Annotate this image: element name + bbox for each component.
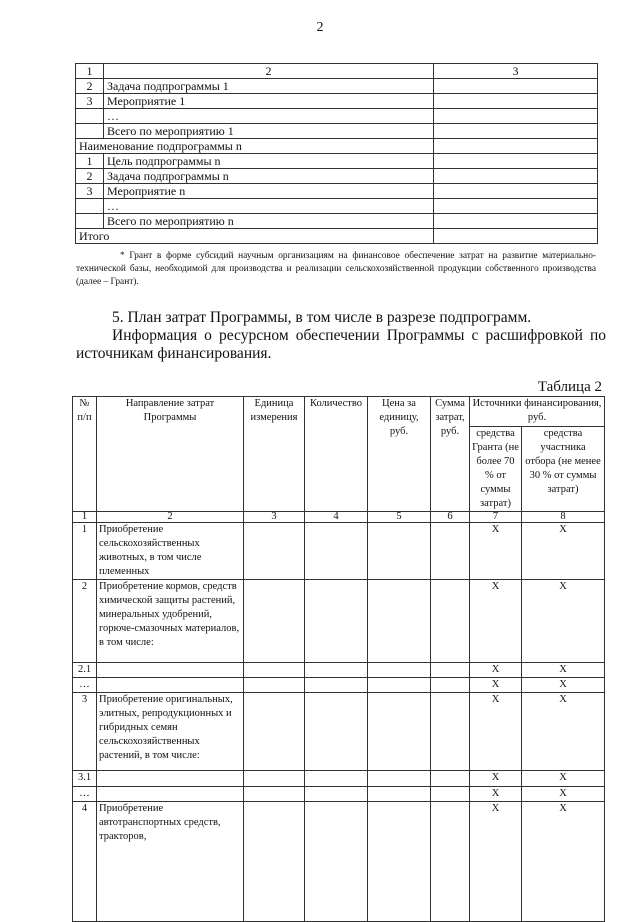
- row-unit: [244, 693, 305, 771]
- row-qty: [305, 771, 368, 787]
- header-num: № п/п: [73, 397, 97, 512]
- row-direction: [97, 771, 244, 787]
- row-value: [434, 184, 598, 199]
- footnote: * Грант в форме субсидий научным организациям на финансовое обеспечение затрат на развитие материально-технической базы, необходимой для производства и реализации сельскохозяйственной продукции собственного производства (далее – Грант).: [76, 251, 596, 287]
- row-unit: [244, 787, 305, 802]
- row-value: [434, 154, 598, 169]
- row-value: [434, 109, 598, 124]
- row-participant: X: [522, 771, 605, 787]
- row-number: [76, 109, 104, 124]
- row-direction: Приобретение автотранспортных средств, тракторов,: [97, 802, 244, 922]
- table-row: [76, 229, 598, 244]
- row-text: Всего по мероприятию n: [104, 214, 434, 229]
- row-grant: X: [470, 693, 522, 771]
- table-row: [73, 523, 605, 580]
- row-participant: X: [522, 787, 605, 802]
- table-row: [73, 678, 605, 693]
- row-direction: [97, 663, 244, 678]
- row-text: Наименование подпрограммы n: [76, 139, 434, 154]
- table-row: [76, 214, 598, 229]
- row-text: Мероприятие 1: [104, 94, 434, 109]
- table-row: [76, 169, 598, 184]
- row-price: [368, 787, 431, 802]
- row-number: 2.1: [73, 663, 97, 678]
- page-number: 2: [316, 20, 324, 35]
- row-direction: Приобретение оригинальных, элитных, репродукционных и гибридных семян сельскохозяйственных растений, в том числе:: [97, 693, 244, 771]
- table-row: [76, 184, 598, 199]
- row-unit: [244, 678, 305, 693]
- column-number: 3: [434, 64, 598, 79]
- row-qty: [305, 663, 368, 678]
- row-number: …: [73, 787, 97, 802]
- row-number: 2: [76, 169, 104, 184]
- row-text: Задача подпрограммы 1: [104, 79, 434, 94]
- row-direction: Приобретение сельскохозяйственных животных, в том числе племенных: [97, 523, 244, 580]
- row-number: [76, 124, 104, 139]
- row-unit: [244, 580, 305, 663]
- row-direction: Приобретение кормов, средств химической защиты растений, минеральных удобрений, горюче-смазочных материалов, в том числе:: [97, 580, 244, 663]
- row-qty: [305, 678, 368, 693]
- row-participant: X: [522, 693, 605, 771]
- header-sum: Сумма затрат, руб.: [431, 397, 470, 512]
- row-value: [434, 229, 598, 244]
- row-sum: [431, 802, 470, 922]
- table-header-row: [76, 64, 598, 79]
- row-number: 4: [73, 802, 97, 922]
- table-row: [76, 109, 598, 124]
- row-text: …: [104, 199, 434, 214]
- header-unit: Единица измерения: [244, 397, 305, 512]
- row-text: Мероприятие n: [104, 184, 434, 199]
- row-value: [434, 79, 598, 94]
- row-qty: [305, 693, 368, 771]
- row-number: 2: [76, 79, 104, 94]
- row-number: 1: [76, 154, 104, 169]
- row-number: 1: [73, 523, 97, 580]
- row-text: Задача подпрограммы n: [104, 169, 434, 184]
- table-row: [76, 139, 598, 154]
- row-number: 3.1: [73, 771, 97, 787]
- row-participant: X: [522, 802, 605, 922]
- row-qty: [305, 580, 368, 663]
- table-label: Таблица 2: [537, 379, 602, 395]
- header-grant: средства Гранта (не более 70 % от суммы затрат): [470, 427, 522, 512]
- column-number: 2: [97, 512, 244, 523]
- row-unit: [244, 663, 305, 678]
- table-row: [76, 79, 598, 94]
- row-participant: X: [522, 580, 605, 663]
- row-qty: [305, 802, 368, 922]
- cost-plan-table: [72, 396, 605, 922]
- header-participant: средства участника отбора (не менее 30 % от суммы затрат): [522, 427, 605, 512]
- table-row: [73, 693, 605, 771]
- row-number: [76, 214, 104, 229]
- column-number: 6: [431, 512, 470, 523]
- header-qty: Количество: [305, 397, 368, 512]
- row-number: 3: [76, 94, 104, 109]
- row-grant: X: [470, 523, 522, 580]
- row-sum: [431, 678, 470, 693]
- row-price: [368, 693, 431, 771]
- table-row: [73, 771, 605, 787]
- table-row: [76, 94, 598, 109]
- row-value: [434, 214, 598, 229]
- table-row: [73, 787, 605, 802]
- row-grant: X: [470, 802, 522, 922]
- row-number: 3: [73, 693, 97, 771]
- column-number: 1: [73, 512, 97, 523]
- row-unit: [244, 802, 305, 922]
- row-text: Цель подпрограммы n: [104, 154, 434, 169]
- row-value: [434, 139, 598, 154]
- row-participant: X: [522, 523, 605, 580]
- row-sum: [431, 771, 470, 787]
- column-number: 5: [368, 512, 431, 523]
- row-grant: X: [470, 580, 522, 663]
- table-row: [73, 580, 605, 663]
- column-number: 8: [522, 512, 605, 523]
- row-price: [368, 663, 431, 678]
- row-direction: [97, 678, 244, 693]
- column-number: 1: [76, 64, 104, 79]
- row-sum: [431, 523, 470, 580]
- row-number: 3: [76, 184, 104, 199]
- row-sum: [431, 693, 470, 771]
- table-row: [76, 199, 598, 214]
- row-price: [368, 580, 431, 663]
- row-price: [368, 523, 431, 580]
- row-value: [434, 124, 598, 139]
- column-number: 4: [305, 512, 368, 523]
- row-sum: [431, 663, 470, 678]
- row-unit: [244, 523, 305, 580]
- row-value: [434, 199, 598, 214]
- row-text: Всего по мероприятию 1: [104, 124, 434, 139]
- row-qty: [305, 787, 368, 802]
- row-price: [368, 802, 431, 922]
- row-sum: [431, 787, 470, 802]
- table-row: [76, 154, 598, 169]
- row-participant: X: [522, 678, 605, 693]
- row-price: [368, 771, 431, 787]
- header-sources: Источники финансирования, руб.: [470, 397, 605, 427]
- table-row: [73, 663, 605, 678]
- column-number: 3: [244, 512, 305, 523]
- row-grant: X: [470, 771, 522, 787]
- row-value: [434, 94, 598, 109]
- subprogram-table: [75, 63, 598, 244]
- section-text: Информация о ресурсном обеспечении Программы с расшифровкой по источникам финансирования.: [76, 327, 606, 362]
- row-grant: X: [470, 678, 522, 693]
- row-qty: [305, 523, 368, 580]
- row-number: 2: [73, 580, 97, 663]
- row-participant: X: [522, 663, 605, 678]
- row-unit: [244, 771, 305, 787]
- row-direction: [97, 787, 244, 802]
- column-number: 7: [470, 512, 522, 523]
- row-price: [368, 678, 431, 693]
- row-text: Итого: [76, 229, 434, 244]
- row-text: …: [104, 109, 434, 124]
- row-grant: X: [470, 663, 522, 678]
- table-row: [73, 802, 605, 922]
- header-price: Цена за единицу, руб.: [368, 397, 431, 512]
- row-value: [434, 169, 598, 184]
- column-numbers-row: [73, 512, 605, 523]
- table-row: [76, 124, 598, 139]
- row-number: [76, 199, 104, 214]
- row-number: …: [73, 678, 97, 693]
- row-grant: X: [470, 787, 522, 802]
- row-sum: [431, 580, 470, 663]
- section-heading: 5. План затрат Программы, в том числе в разрезе подпрограмм.: [112, 309, 532, 326]
- header-direction: Направление затрат Программы: [97, 397, 244, 512]
- column-number: 2: [104, 64, 434, 79]
